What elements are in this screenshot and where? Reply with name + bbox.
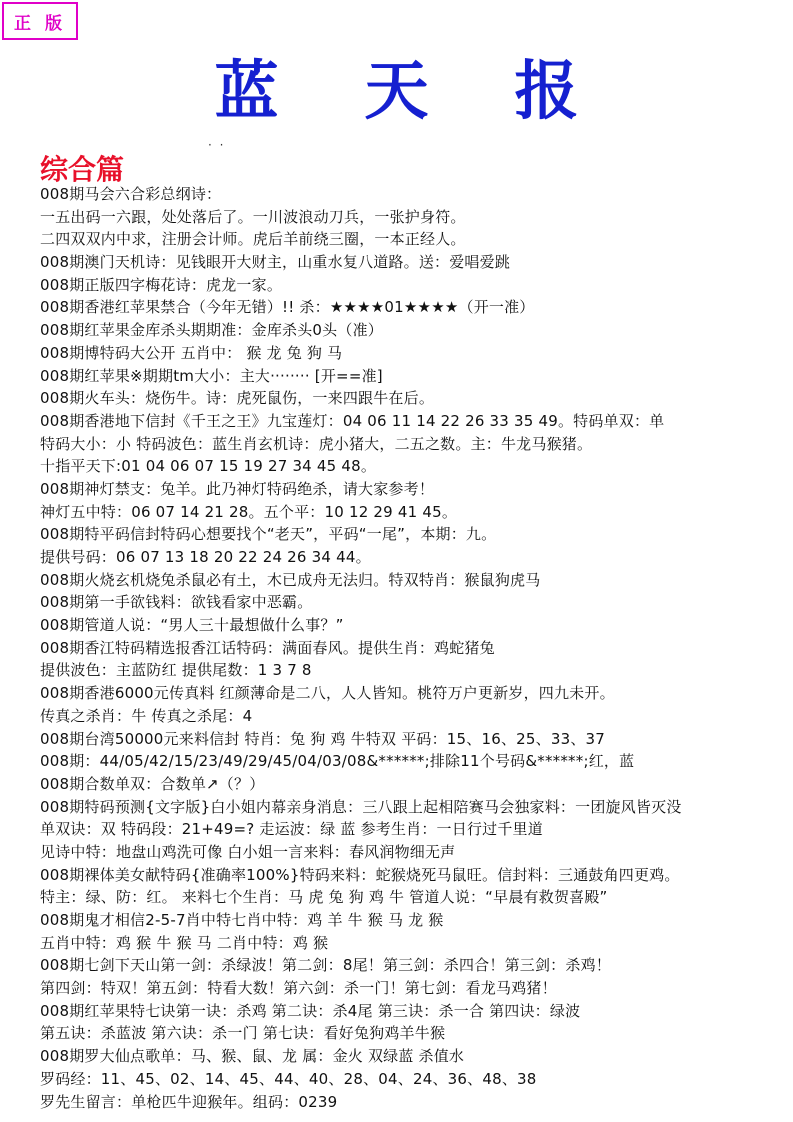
text-line: 008期火烧玄机烧兔杀鼠必有土，木已成舟无法归。特双特肖：猴鼠狗虎马: [40, 570, 541, 589]
text-line: 008期管道人说：“男人三十最想做什么事？”: [40, 616, 344, 635]
text-line: 008期特平码信封特码心想要找个“老天”，平码“一尾”，本期：九。: [40, 525, 497, 544]
text-line: 第五诀：杀蓝波 第六诀：杀一门 第七诀：看好兔狗鸡羊牛猴: [40, 1024, 446, 1043]
text-line: 二四双双内中求，注册会计师。虎后羊前绕三圈，一本正经人。: [40, 230, 466, 249]
text-line: 008期第一手欲钱料：欲钱看家中恶霸。: [40, 593, 313, 612]
text-line: 008期特码预测{文字版}白小姐内幕亲身消息：三八跟上起相陪赛马会独家料：一团旋风皆灭没: [40, 797, 682, 816]
text-line: 008期香港红苹果禁合（今年无错）!! 杀：★★★★01★★★★（开一准）: [40, 298, 535, 317]
text-line: 008期香江特码精选报香江话特码：满面春风。提供生肖：鸡蛇猪兔: [40, 638, 495, 657]
text-line: 提供波色：主蓝防红 提供尾数：1 3 7 8: [40, 661, 312, 680]
text-line: 008期正版四字梅花诗：虎龙一家。: [40, 275, 283, 294]
decorative-dots: · ·: [208, 138, 226, 152]
content-lines: [40, 183, 785, 1113]
text-line: 008期马会六合彩总纲诗：: [40, 185, 222, 203]
text-line: 罗先生留言：单枪匹牛迎猴年。组码：0239: [40, 1092, 338, 1111]
text-line: 一五出码一六跟，处处落后了。一川波浪动刀兵，一张护身符。: [40, 207, 466, 226]
text-line: 神灯五中特：06 07 14 21 28。五个平：10 12 29 41 45。: [40, 502, 458, 521]
newspaper-title: [0, 54, 793, 129]
text-line: 见诗中特：地盘山鸡洗可像 白小姐一言来料：春风润物细无声: [40, 842, 456, 861]
text-line: 008期红苹果特七诀第一诀：杀鸡 第二诀：杀4尾 第三诀：杀一合 第四诀：绿波: [40, 1001, 581, 1020]
text-line: 008期博特码大公开 五肖中： 猴 龙 兔 狗 马: [40, 343, 343, 362]
text-line: 提供号码：06 07 13 18 20 22 24 26 34 44。: [40, 548, 371, 566]
text-line: 罗码经：11、45、02、14、45、44、40、28、04、24、36、48、38: [40, 1069, 537, 1088]
text-line: 特码大小：小 特码波色：蓝生肖玄机诗：虎小猪大，二五之数。主：牛龙马猴猪。: [40, 434, 593, 453]
text-line: 十指平天下:01 04 06 07 15 19 27 34 45 48。: [40, 457, 377, 476]
text-line: 特主：绿、防：红。 来料七个生肖：马 虎 兔 狗 鸡 牛 管道人说：“早晨有救贺喜殿”: [40, 888, 608, 907]
text-line: 008期神灯禁支：兔羊。此乃神灯特码绝杀，请大家参考！: [40, 479, 435, 498]
text-line: 五肖中特：鸡 猴 牛 猴 马 二肖中特：鸡 猴: [40, 933, 329, 952]
section-heading: 综合篇: [40, 153, 125, 186]
text-line: 单双诀：双 特码段：21+49=? 走运波：绿 蓝 参考生肖：一日行过千里道: [40, 820, 543, 839]
title-char: 天: [364, 54, 429, 129]
text-line: 008期：44/05/42/15/23/49/29/45/04/03/08&******;排除11个号码&******;红，蓝: [40, 752, 635, 771]
text-line: 008期红苹果※期期tm大小：主大········ [开==准]: [40, 366, 383, 385]
text-line: 008期台湾50000元来料信封 特肖：兔 狗 鸡 牛特双 平码：15、16、25、33、37: [40, 729, 606, 748]
text-line: 008期鬼才相信2-5-7肖中特七肖中特：鸡 羊 牛 猴 马 龙 猴: [40, 911, 444, 929]
text-line: 008期香港地下信封《千王之王》九宝莲灯：04 06 11 14 22 26 33 35 49。特码单双：单: [40, 411, 665, 430]
text-line: 008期罗大仙点歌单：马、猴、鼠、龙 属：金火 双绿蓝 杀值水: [40, 1047, 465, 1066]
text-line: 008期澳门天机诗：见钱眼开大财主，山重水复八道路。送：爱唱爱跳: [40, 253, 511, 272]
text-line: 008期火车头：烧伤牛。诗：虎死鼠伤，一来四跟牛在后。: [40, 389, 435, 408]
title-char: 蓝: [214, 54, 279, 129]
text-line: 第四剑：特双！第五剑：特看大数！第六剑：杀一门！第七剑：看龙马鸡猪！: [40, 979, 557, 998]
text-line: 008期红苹果金库杀头期期准：金库杀头0头（准）: [40, 321, 383, 340]
text-line: 008期七剑下天山第一剑：杀绿波！第二剑：8尾！第三剑：杀四合！第三剑：杀鸡！: [40, 956, 611, 975]
title-char: 报: [514, 54, 579, 129]
text-line: 传真之杀肖：牛 传真之杀尾：4: [40, 706, 253, 725]
text-line: 008期合数单双：合数单↗（？）: [40, 774, 265, 793]
text-line: 008期裸体美女献特码{准确率100%}特码来料：蛇猴烧死马鼠旺。信封料：三通鼓角四更鸡。: [40, 865, 680, 884]
text-line: 008期香港6000元传真料 红颜薄命是二八，人人皆知。桃符万户更新岁，四九未开。: [40, 684, 615, 703]
official-edition-badge: 正 版: [2, 2, 78, 40]
